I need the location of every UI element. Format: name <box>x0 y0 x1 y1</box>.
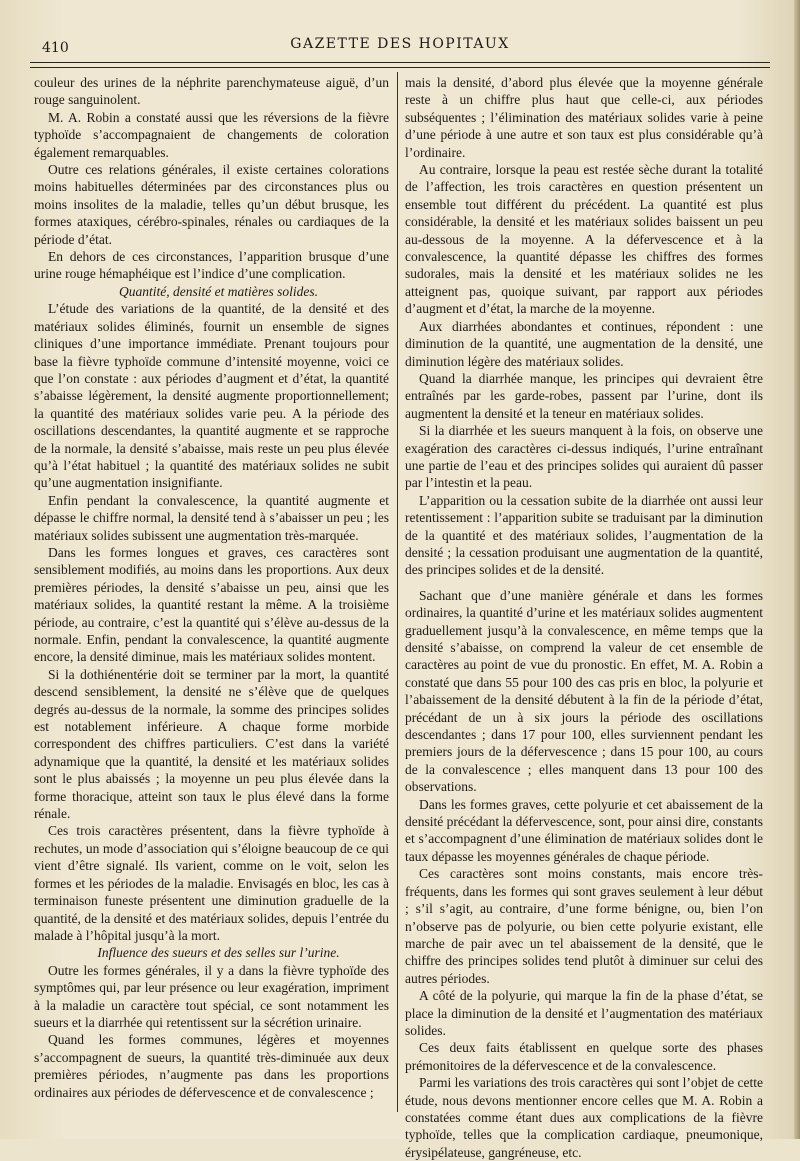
right-column <box>405 74 763 1160</box>
paragraph: Quand les formes communes, légères et moyennes s’accompagnent de sueurs, la quantité très-diminuée aux deux premières périodes, n’augmente pas dans les proportions ordinaires aux périodes de défervescence et de convalescence ; <box>34 1032 389 1100</box>
section-heading: Quantité, densité et matières solides. <box>119 283 318 299</box>
header-rule-thin <box>30 67 770 68</box>
column-divider <box>397 72 398 1112</box>
journal-title: GAZETTE DES HOPITAUX <box>290 36 510 52</box>
paragraph: couleur des urines de la néphrite parenchymateuse aiguë, d’un rouge sanguinolent. <box>34 75 389 108</box>
paragraph: Outre ces relations générales, il existe certaines colorations moins habituelles déterminées par des circonstances plus ou moins insolites de la maladie, telles qu’un début brusque, les formes ataxiques, cérébro-spinales, rénales ou cardiaques de la période d’état. <box>34 162 389 247</box>
paragraph: Ces deux faits établissent en quelque sorte des phases prémonitoires de la défervescence et de la convalescence. <box>405 1040 763 1073</box>
page-number: 410 <box>42 40 69 56</box>
page-edge <box>794 0 800 1139</box>
paragraph: mais la densité, d’abord plus élevée que la moyenne générale reste à un chiffre plus haut que celle-ci, aux périodes subséquentes ; l’élimination des matériaux solides varie à peine d’une période à une autre et son taux est plus considérable qu’à l’ordinaire. <box>405 75 763 160</box>
paragraph: Ces trois caractères présentent, dans la fièvre typhoïde à rechutes, un mode d’association qui s’éloigne beaucoup de ce qui vient d’être signalé. Ils varient, comme on le voit, selon les formes et les périodes de la maladie. Envisagés en bloc, les cas à terminaison funeste présentent une diminution graduelle de la quantité, de la densité et des matériaux solides, depuis l’entrée du malade à l’hôpital jusqu’à la mort. <box>34 823 389 943</box>
paragraph: En dehors de ces circonstances, l’apparition brusque d’une urine rouge hémaphéique est l’indice d’une complication. <box>34 249 389 282</box>
paragraph: Ces caractères sont moins constants, mais encore très-fréquents, dans les formes qui sont graves seulement à leur début ; s’il s’agit, au contraire, d’une forme bénigne, ou, bien l’on n’observe pas de polyurie, ou bien cette polyurie existant, elle marche de pair avec un tel abaissement de la densité, que le chiffre des principes solides tend plutôt à diminuer sur celui des autres périodes. <box>405 866 763 986</box>
section-heading: Influence des sueurs et des selles sur l’urine. <box>97 945 340 961</box>
left-column <box>34 74 389 1114</box>
paragraph: A côté de la polyurie, qui marque la fin de la phase d’état, se place la diminution de la densité et l’augmentation des matériaux solides. <box>405 988 763 1038</box>
paragraph: Au contraire, lorsque la peau est restée sèche durant la totalité de l’affection, les trois caractères en question présentent un ensemble tout différent du précédent. La quantité est plus considérable, la densité et les matériaux solides baissent un peu au-dessous de la moyenne. A la défervescence et à la convalescence, la quantité dépasse les chiffres des formes sudorales, mais la densité et les matériaux solides ne les atteignent pas, quoique suivant, par rapport aux périodes d’augment et d’état, la marche de la moyenne. <box>405 162 763 317</box>
paragraph: L’étude des variations de la quantité, de la densité et des matériaux solides éliminés, fournit un ensemble de signes cliniques d’une importance immédiate. Prenant toujours pour base la fièvre typhoïde commune d’intensité moyenne, voici ce que l’on constate : aux périodes d’augment et d’état, la quantité s’abaisse légèrement, la densité augmente proportionnellement; la quantité des matériaux solides varie peu. A la période des oscillations descendantes, la quantité augmente et se rapproche de la normale, la densité s’abaisse, mais reste un peu plus élevée qu’à l’état habituel ; la quantité des matériaux solides ne subit qu’une augmentation insignifiante. <box>34 301 389 491</box>
paragraph: Si la diarrhée et les sueurs manquent à la fois, on observe une exagération des caractères ci-dessus indiqués, l’urine entraînant une partie de l’eau et des principes solides qui auraient dû passer par l’intestin et la peau. <box>405 423 763 491</box>
paragraph: Sachant que d’une manière générale et dans les formes ordinaires, la quantité d’urine et les matériaux solides augmentent graduellement jusqu’à la convalescence, en même temps que la densité s’abaisse, on comprend la valeur de cet ensemble de caractères au point de vue du pronostic. En effet, M. A. Robin a constaté que dans 55 pour 100 des cas pris en bloc, la polyurie et l’abaissement de la densité débutent à la fin de la période d’état, précédant de un à six jours la période des oscillations descendantes ; dans 17 pour 100, elles surviennent pendant les premiers jours de la défervescence ; dans 15 pour 100, au cours de la convalescence ; elles manquent dans 13 pour 100 des observations. <box>405 587 763 795</box>
paragraph: Dans les formes longues et graves, ces caractères sont sensiblement modifiés, au moins dans les proportions. Aux deux premières périodes, la densité s’abaisse un peu, ainsi que les matériaux solides, la quantité restant la même. A la troisième période, au contraire, c’est la quantité qui s’élève au-dessus de la normale. Enfin, pendant la convalescence, la quantité augmente encore, la densité diminue, mais les matériaux solides montent. <box>34 544 389 665</box>
page-header <box>30 30 770 60</box>
paragraph: Dans les formes graves, cette polyurie et cet abaissement de la densité précédant la défervescence, sont, pour ainsi dire, constants et s’accompagnent d’une élimination de matériaux solides dont le taux dépasse les moyennes générales de chaque période. <box>405 796 763 864</box>
paragraph: Outre les formes générales, il y a dans la fièvre typhoïde des symptômes qui, par leur présence ou leur exagération, impriment à la maladie un caractère tout spécial, ce sont notamment les sueurs et la diarrhée qui retentissent sur la sécrétion urinaire. <box>34 962 389 1030</box>
paragraph: Enfin pendant la convalescence, la quantité augmente et dépasse le chiffre normal, la densité tend à s’abaisser un peu ; les matériaux solides subissent une augmentation très-marquée. <box>34 492 389 543</box>
paragraph: L’apparition ou la cessation subite de la diarrhée ont aussi leur retentissement : l’apparition subite se traduisant par la diminution de la quantité et des matériaux solides, l’augmentation de la densité ; la cessation produisant une augmentation de la quantité, des principes solides et de la densité. <box>405 492 763 578</box>
header-rule-thick <box>30 62 770 63</box>
paragraph: M. A. Robin a constaté aussi que les réversions de la fièvre typhoïde s’accompagnaient de changements de coloration également remarquables. <box>34 109 389 160</box>
paragraph: Quand la diarrhée manque, les principes qui devraient être entraînés par les garde-robes, passent par l’urine, dont ils augmentent la densité et la teneur en matériaux solides. <box>405 370 763 421</box>
paragraph: Aux diarrhées abondantes et continues, répondent : une diminution de la quantité, une augmentation de la densité, une diminution légère des matériaux solides. <box>405 318 763 369</box>
paragraph: Parmi les variations des trois caractères qui sont l’objet de cette étude, nous devons mentionner encore celles que M. A. Robin a constatées comme étant dues aux complications de la fièvre typhoïde, telles que la complication cardiaque, pneumonique, érysipélateuse, gangréneuse, etc. <box>405 1075 763 1160</box>
paragraph: Si la dothiénentérie doit se terminer par la mort, la quantité descend sensiblement, la densité ne s’élève que de quelques degrés au-dessus de la normale, la somme des principes solides est notablement inférieure. A chaque forme morbide correspondent des chiffres particuliers. C’est dans la variété adynamique que la quantité, la densité et les matériaux solides sont le plus abaissés ; la moyenne un peu plus élevée dans la forme thoracique, atteint son taux le plus élevé dans la forme rénale. <box>34 666 389 822</box>
